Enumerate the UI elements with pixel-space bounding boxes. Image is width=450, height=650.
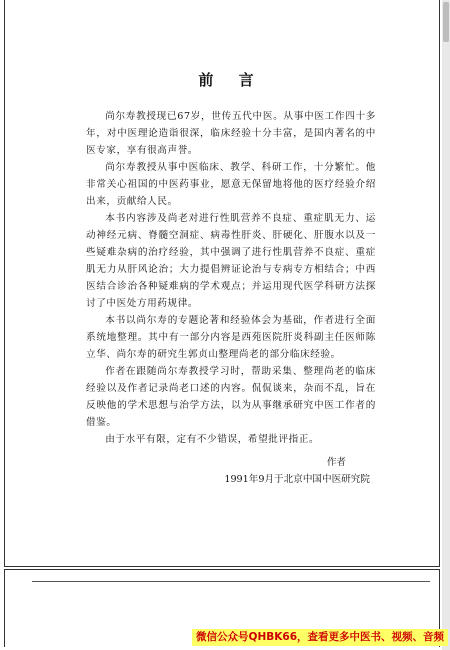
watermark-banner: 微信公众号QHBK66，查看更多中医书、视频、音频 (192, 629, 448, 646)
preface-content (86, 70, 376, 488)
vertical-scrollbar[interactable] (442, 0, 450, 650)
signature-author: 作者 (326, 457, 346, 468)
paragraph-3: 本书内容涉及尚老对进行性肌营养不良症、重症肌无力、运动神经元病、脊髓空洞症、病毒性肝炎、肝硬化、肝腹水以及一些疑难杂病的治疗经验，其中强调了进行性肌营养不良症、重症肌无力从肝风论治；大力提倡辨证论治与专病专方相结合；中西医结合诊治各种疑难病的学术观点；并运用现代医学科研方法探讨了中医处方用药规律。 (86, 213, 376, 309)
paragraph-1: 尚尔寿教授现已67岁，世传五代中医。从事中医工作四十多年，对中医理论造诣很深，临床经验十分丰富，是国内著名的中医专家，享有很高声誉。 (86, 111, 376, 156)
next-page-header-rule (32, 581, 430, 582)
page-title: 前 言 (198, 71, 264, 89)
paragraph-5: 作者在跟随尚尔寿教授学习时，帮助采集、整理尚老的临床经验以及作者记录尚老口述的内容。侃侃谈来，杂而不乱，旨在反映他的学术思想与治学方法，以为从事继承研究中医工作者的借鉴。 (86, 366, 376, 428)
scrollbar-thumb[interactable] (443, 2, 449, 42)
paragraph-6: 由于水平有限，定有不少错误，希望批评指正。 (105, 434, 320, 445)
paragraph-2: 尚尔寿教授从事中医临床、教学、科研工作，十分繁忙。他非常关心祖国的中医药事业，愿意无保留地将他的医疗经验介绍出来，贡献给人民。 (86, 162, 376, 207)
paragraph-4: 本书以尚尔寿的专题论著和经验体会为基础，作者进行全面系统地整理。其中有一部分内容是西苑医院肝炎科副主任医师陈立华、尚尔寿的研究生郭贞山整理尚老的部分临床经验。 (86, 315, 376, 360)
signature-date: 1991年9月于北京中国中医研究院 (224, 474, 370, 485)
